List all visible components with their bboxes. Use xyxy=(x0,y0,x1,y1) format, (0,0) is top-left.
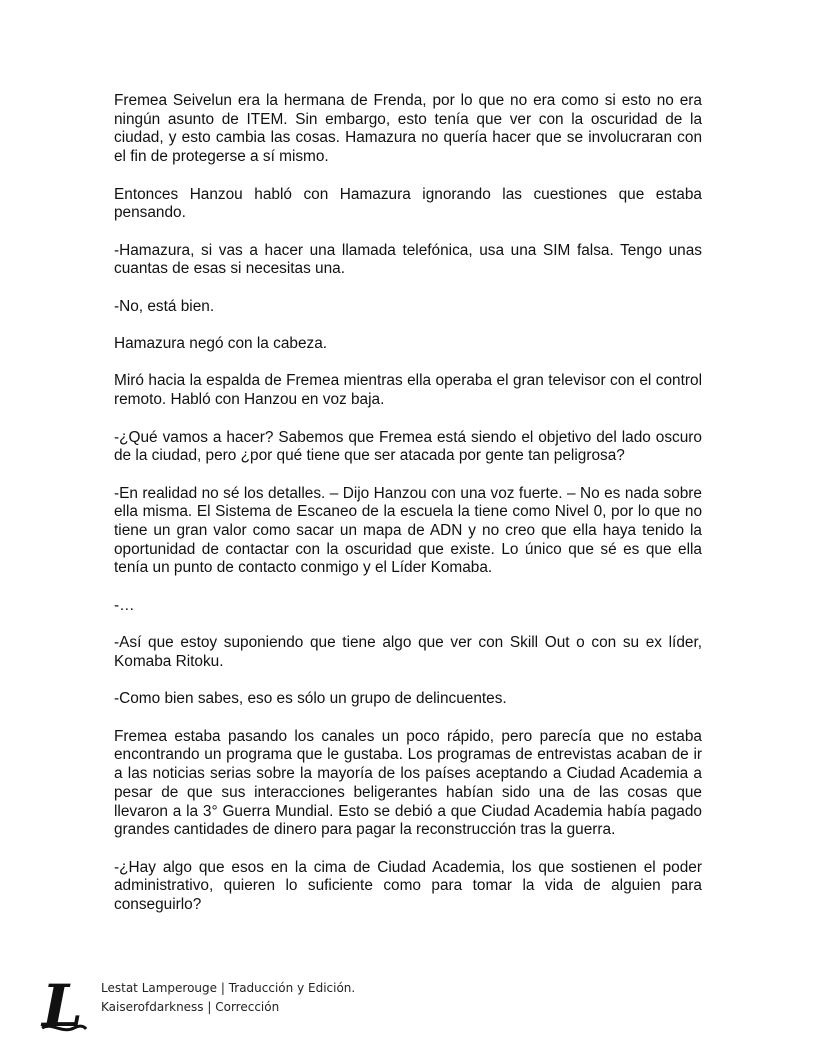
translator-logo-icon xyxy=(40,976,88,1034)
paragraph: Miró hacia la espalda de Fremea mientras ella operaba el gran televisor con el control remoto. Habló con Hanzou en voz baja. xyxy=(114,372,702,409)
body-text xyxy=(114,92,702,933)
paragraph: -Así que estoy suponiendo que tiene algo que ver con Skill Out o con su ex líder, Komaba Ritoku. xyxy=(114,634,702,670)
footer-credits xyxy=(101,979,355,1017)
paragraph: -En realidad no sé los detalles. – Dijo Hanzou con una voz fuerte. – No es nada sobre ella misma. El Sistema de Escaneo de la escuela la tiene como Nivel 0, por lo que no tiene un gran valor como sacar un mapa de ADN y no creo que ella haya tenido la oportunidad de contactar con la oscuridad que existe. Lo único que sé es que ella tenía un punto de contacto conmigo y el Líder Komaba. xyxy=(114,484,702,577)
paragraph: -Como bien sabes, eso es sólo un grupo de delincuentes. xyxy=(114,690,507,708)
paragraph: Hamazura negó con la cabeza. xyxy=(114,335,328,353)
paragraph: -¿Hay algo que esos en la cima de Ciudad Academia, los que sostienen el poder administrativo, quieren lo suficiente como para tomar la vida de alguien para conseguirlo? xyxy=(114,858,702,914)
paragraph: -No, está bien. xyxy=(114,297,215,315)
paragraph: Entonces Hanzou habló con Hamazura ignorando las cuestiones que estaba pensando. xyxy=(114,185,702,222)
logo-letter: L xyxy=(42,976,83,1034)
paragraph: -Hamazura, si vas a hacer una llamada telefónica, usa una SIM falsa. Tengo unas cuantas de esas si necesitas una. xyxy=(114,241,702,278)
paragraph: Fremea estaba pasando los canales un poco rápido, pero parecía que no estaba encontrando un programa que le gustaba. Los programas de entrevistas acaban de ir a las noticias serias sobre la mayoría de los países aceptando a Ciudad Academia a pesar de que sus interacciones beligerantes habían sido una de las cosas que llevaron a la 3° Guerra Mundial. Esto se debió a que Ciudad Academia había pagado grandes cantidades de dinero para pagar la reconstrucción tras la guerra. xyxy=(114,727,702,839)
credit-line-translation: Lestat Lamperouge | Traducción y Edición. xyxy=(101,981,356,995)
credit-line-correction: Kaiserofdarkness | Corrección xyxy=(101,1000,280,1014)
paragraph: -¿Qué vamos a hacer? Sabemos que Fremea está siendo el objetivo del lado oscuro de la ciudad, pero ¿por qué tiene que ser atacada por gente tan peligrosa? xyxy=(114,428,702,465)
paragraph: -… xyxy=(114,596,135,614)
paragraph: Fremea Seivelun era la hermana de Frenda, por lo que no era como si esto no era ningún asunto de ITEM. Sin embargo, esto tenía que ver con la oscuridad de la ciudad, y esto cambia las cosas. Hamazura no quería hacer que se involucraran con el fin de protegerse a sí mismo. xyxy=(114,92,702,166)
